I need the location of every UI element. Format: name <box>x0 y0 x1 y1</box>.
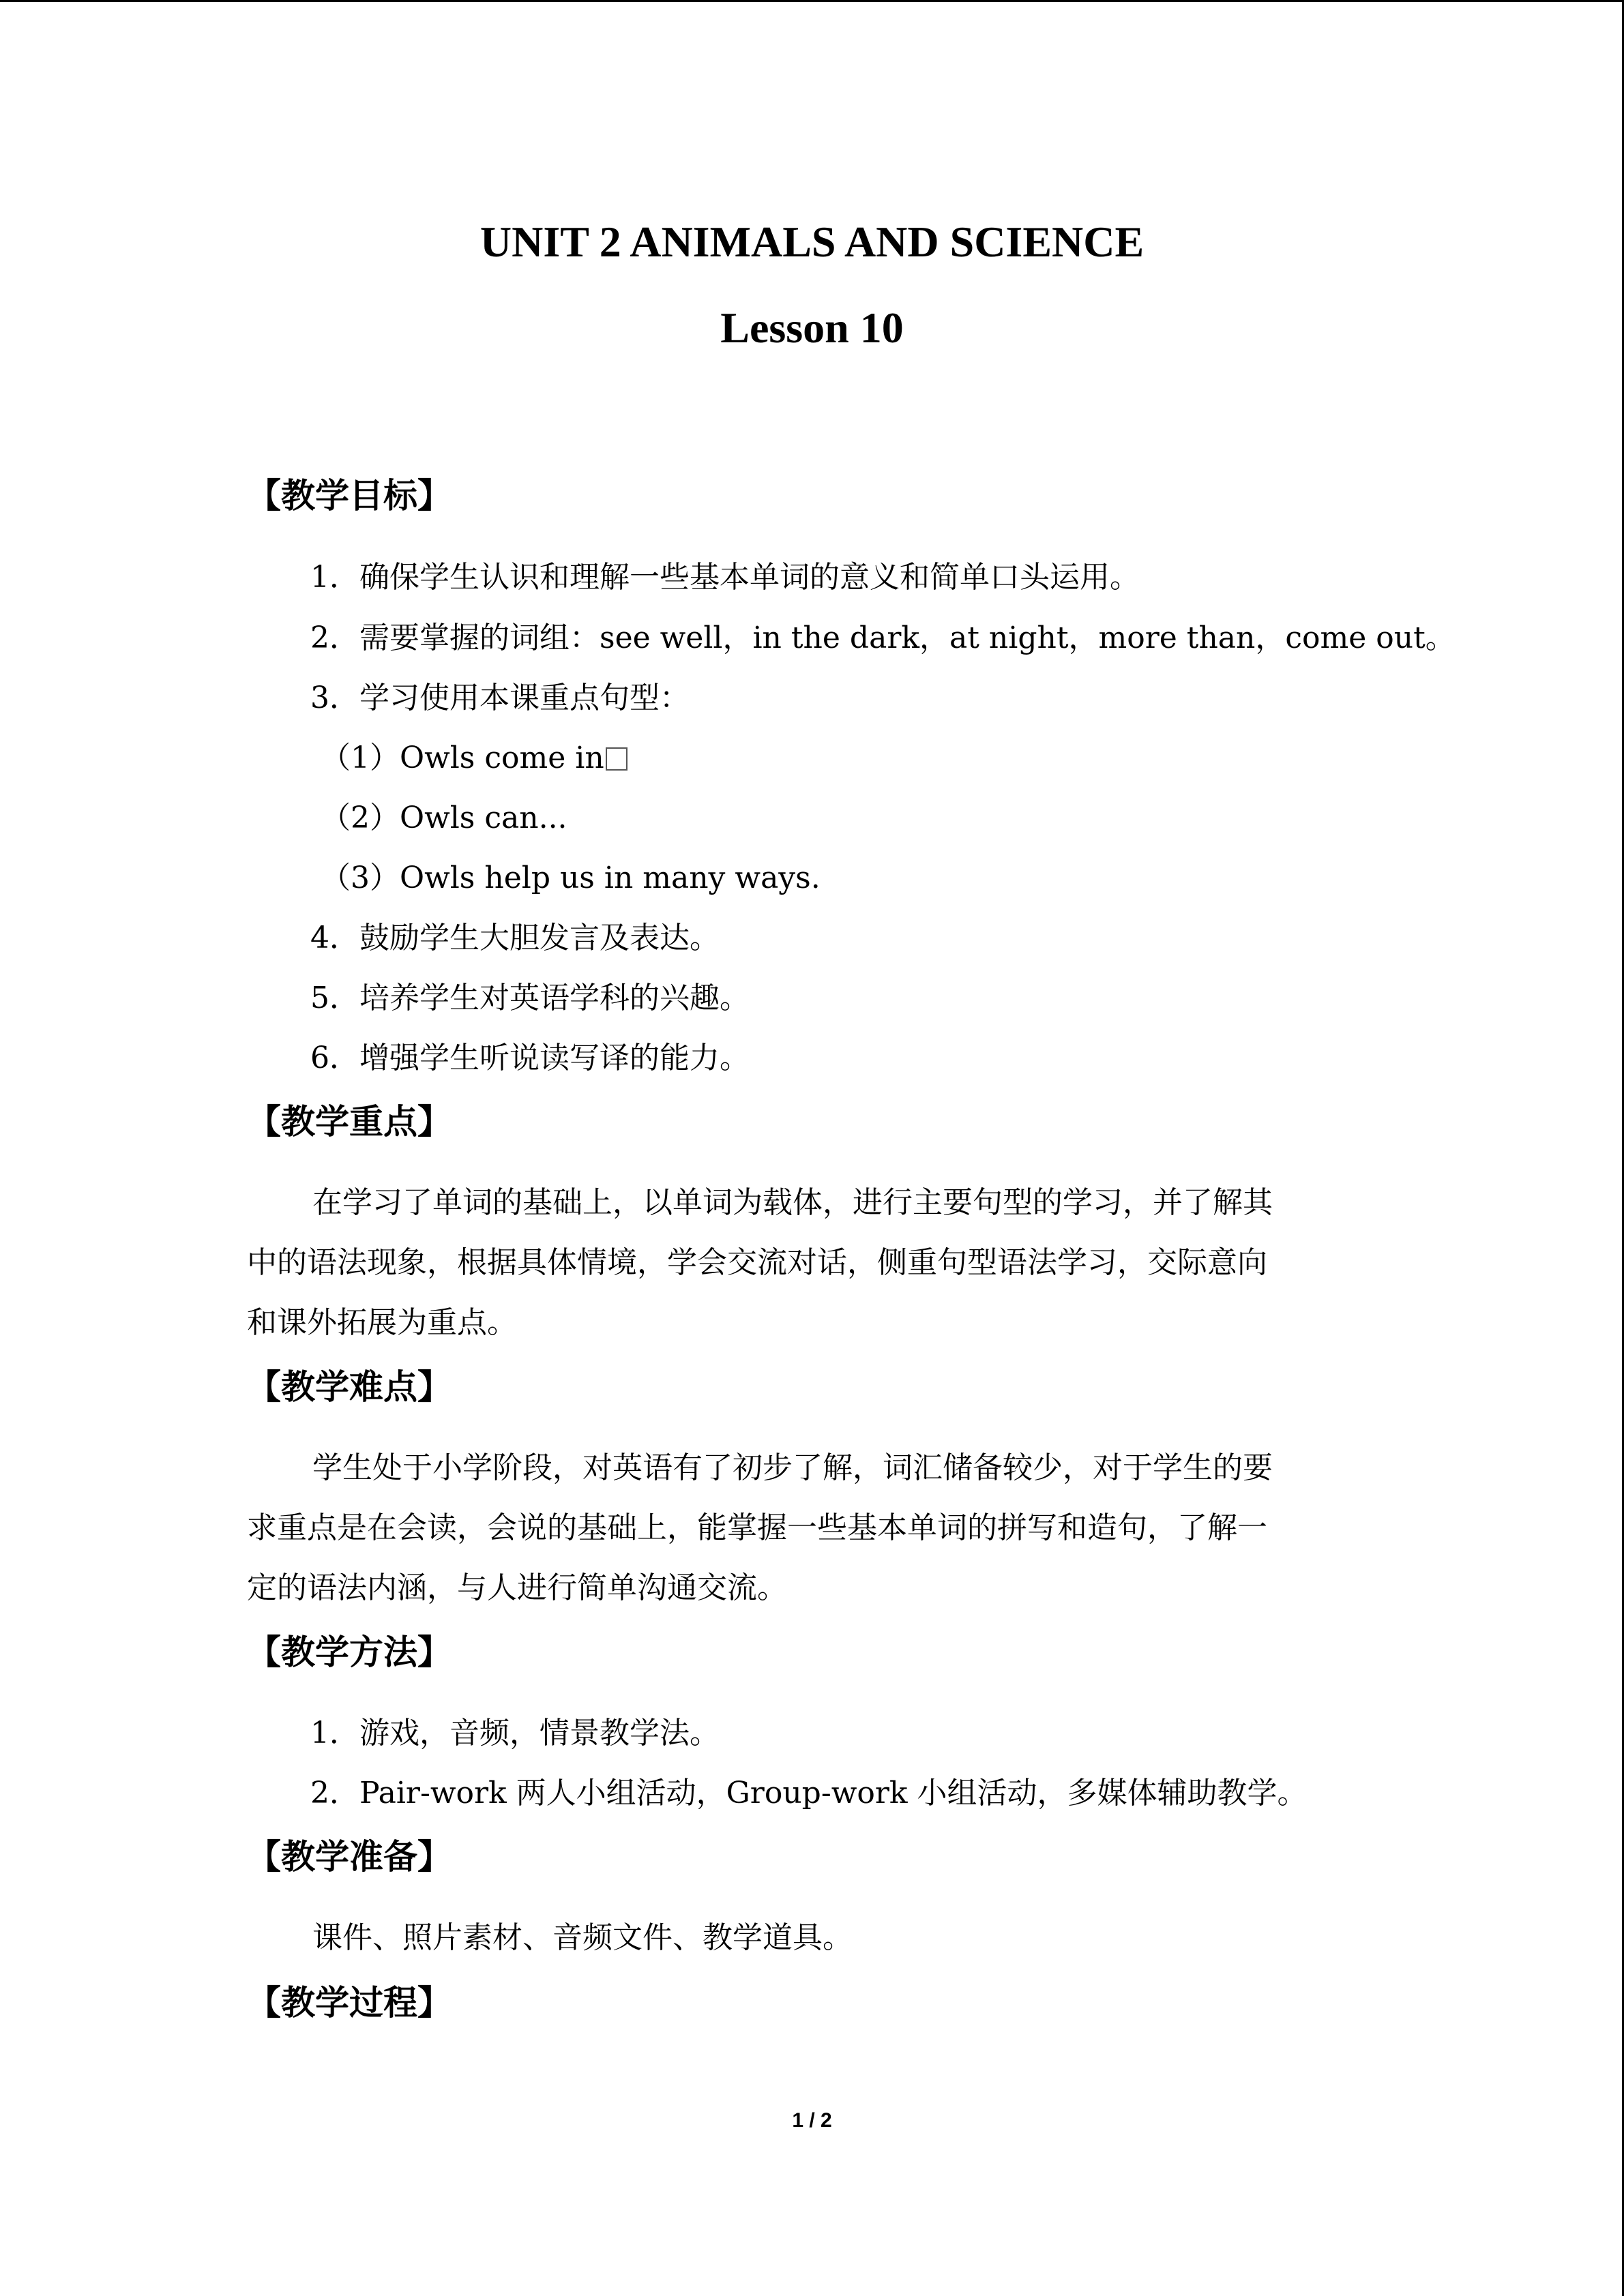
difficulties-paragraph-line: 求重点是在会读，会说的基础上，能掌握一些基本单词的拼写和造句，了解一 <box>247 1510 1267 1545</box>
key-points-paragraph-line: 中的语法现象，根据具体情境，学会交流对话，侧重句型语法学习，交际意向 <box>247 1245 1267 1280</box>
objective-item: 4．鼓励学生大胆发言及表达。 <box>310 921 720 955</box>
sentence-pattern-item: （2）Owls can... <box>321 801 567 835</box>
objective-item: 2．需要掌握的词组：see well，in the dark，at night，more than，come out。 <box>310 621 1456 655</box>
objective-item: 3．学习使用本课重点句型： <box>310 681 690 715</box>
key-points-heading: 【教学重点】 <box>247 1102 452 1142</box>
objective-item: 6．增强学生听说读写译的能力。 <box>310 1041 750 1075</box>
process-heading: 【教学过程】 <box>247 1983 452 2023</box>
methods-heading: 【教学方法】 <box>247 1632 452 1672</box>
method-item: 2．Pair-work 两人小组活动，Group-work 小组活动，多媒体辅助教学。 <box>310 1776 1308 1810</box>
lesson-subtitle: Lesson 10 <box>720 303 904 352</box>
method-item: 1．游戏，音频，情景教学法。 <box>310 1716 720 1750</box>
key-points-paragraph-line: 和课外拓展为重点。 <box>247 1305 517 1340</box>
document-title: UNIT 2 ANIMALS AND SCIENCE <box>479 218 1145 266</box>
sentence-pattern-item: （3）Owls help us in many ways. <box>321 861 821 895</box>
objective-item: 5．培养学生对英语学科的兴趣。 <box>310 981 750 1015</box>
preparation-heading: 【教学准备】 <box>247 1837 452 1877</box>
difficulties-paragraph-line: 学生处于小学阶段，对英语有了初步了解，词汇储备较少，对于学生的要 <box>312 1450 1273 1485</box>
preparation-text: 课件、照片素材、音频文件、教学道具。 <box>312 1920 853 1955</box>
key-points-paragraph-line: 在学习了单词的基础上，以单词为载体，进行主要句型的学习，并了解其 <box>312 1185 1273 1220</box>
missing-glyph-box <box>606 747 628 771</box>
objectives-heading: 【教学目标】 <box>247 476 452 516</box>
objective-item: 1．确保学生认识和理解一些基本单词的意义和简单口头运用。 <box>310 560 1140 595</box>
sentence-pattern-item <box>321 738 628 779</box>
page-number: 1 / 2 <box>792 2109 832 2132</box>
difficulties-paragraph-line: 定的语法内涵，与人进行简单沟通交流。 <box>247 1570 787 1605</box>
difficulties-heading: 【教学难点】 <box>247 1367 452 1407</box>
sentence-pattern-text: （1）Owls come in <box>321 741 604 775</box>
